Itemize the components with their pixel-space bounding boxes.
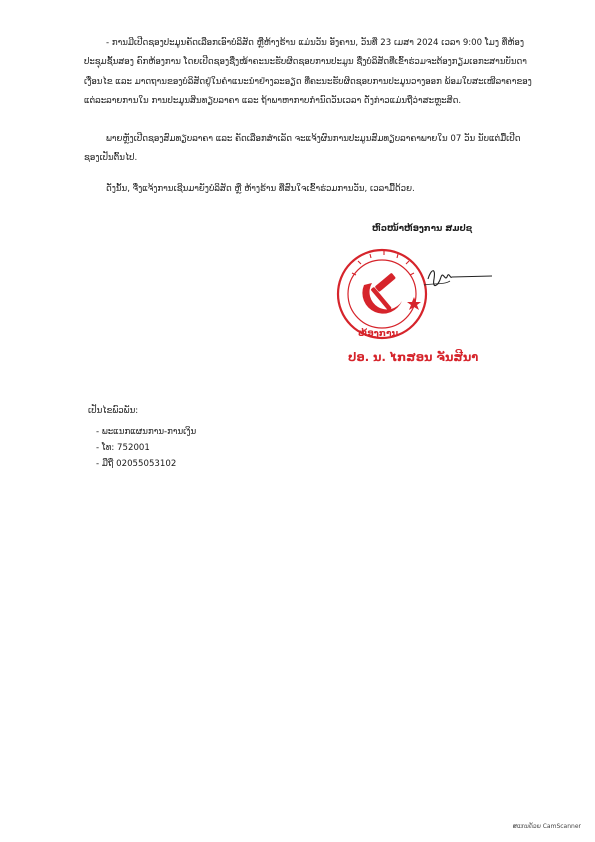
cc-item-mobile: - ມືຖື 02055053102 bbox=[96, 456, 196, 472]
official-seal-and-signature bbox=[332, 245, 507, 343]
cc-item-department: - ພະແນກແຜນການ-ການເງິນ bbox=[96, 424, 196, 440]
paragraph-opening-schedule: - ການມີເປີດຊອງປະມູນຄັດເລືອກເອົາບໍລິສັດ ຫຼືຫ້າງຮ້ານ ແມ່ນວັນ ອັງຄານ, ວັນທີ່ 23 ເມສາ 2024 ເວລາ 9:00 ໂມງ ທີ່ຫ້ອງປະຊຸມຊັ້ນສອງ ຄົກຫ້ອງການ ໂດຍເປີດຊອງຊື່ງໜ້າຄະນະຮັບຜິດຊອບການປະມູນ ຊື່ງບໍລິສັດທີ່ເຂົ້າຮ່ວມຈະຕ້ອງກຽມເອກະສານບັນດາເງື່ອນໄຂ ແລະ ມາດຖານຂອງບໍລິສັດຢູ່ໃນຄຳແນະນຳຢ່າງລະອຽດ ທີ່ຄະນະຮັບຜິດຊອບການປະມູນວາງອອກ ພ້ອມໃບສະເໜີລາຄາຂອງແຕ່ລະລາຍການໃນ ການປະມູນສິນທຽບລາຄາ ແລະ ຖ້າພາຫາກາບກໍານົດວັນເວລາ ດັ່ງກ່າວແມ່ນຖືວ່າສະຫຼະສິດ. bbox=[84, 38, 532, 107]
signatory-name: ປອ. ນ. ໄກສອນ ຈັນສີນາ bbox=[348, 350, 479, 364]
scanner-watermark: ສແກນດ້ວຍ CamScanner bbox=[512, 823, 581, 830]
cc-list bbox=[96, 424, 196, 473]
signatory-title: ຫົວໜ້າຫ້ອງການ ສມປຊ bbox=[372, 224, 473, 234]
seal-label: ຫ້ອງການ bbox=[358, 329, 399, 339]
cc-item-phone: - ໂທ: 752001 bbox=[96, 440, 196, 456]
paragraph-results-notice: ພາຍຫຼັງເປີດຊອງສົມທຽບລາຄາ ແລະ ຄັດເລືອກສຳເລັດ ຈະແຈ້ງຜົນການປະມູນສົມທຽບລາຄາພາຍໃນ 07 ວັນ ນັບແຕ່ມື້ເປີດຊອງເປັນຕົ້ນໄປ. bbox=[84, 134, 521, 164]
cc-heading: ເປັນໄຂພົວພັນ: bbox=[88, 406, 139, 416]
paragraph-invitation: ດັ່ງນັ້ນ, ຈື່ງແຈ້ງການເຊີນມາຍັງບໍລິສັດ ຫຼື ຫ້າງຮ້ານ ທີ່ສົນໃຈເຂົ້າຮ່ວມການວັນ, ເວລາມື້ດ້ວຍ. bbox=[106, 184, 415, 194]
